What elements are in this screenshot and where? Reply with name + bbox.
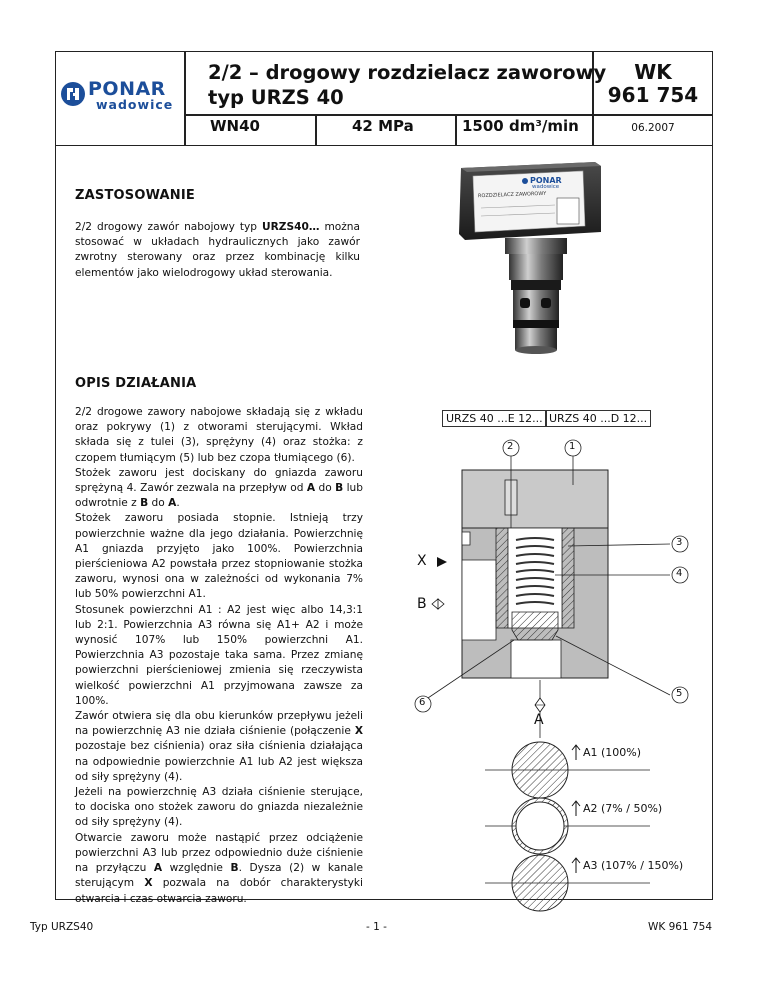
callout-3: 3: [676, 537, 683, 548]
paragraph: Jeżeli na powierzchnię A3 działa ciśnienie sterujące, to dociska ono stożek zaworu do gniazda niezależnie od siły sprężyny (4).: [75, 786, 363, 829]
callout-6: 6: [419, 697, 426, 708]
text-run: . Dysza (2) w kanale sterującym: [75, 862, 364, 890]
area-a2-label: A2 (7% / 50%): [583, 802, 663, 815]
port-x-label: X: [417, 553, 427, 569]
cell-flow: 1500 dm³/min: [462, 117, 579, 135]
text-run: względnie: [162, 862, 231, 875]
area-a1-label: A1 (100%): [583, 746, 642, 759]
paragraph: 2/2 drogowe zawory nabojowe składają się z wkładu oraz pokrywy (1) z otworami sterującymi. Wkład składa się z tulei (3), sprężyny (4) oraz stożka: z czopem tłumiącym (5) lub bez czopa tłumiącego (6).: [75, 406, 363, 464]
title-line-2: typ URZS 40: [208, 86, 344, 109]
variant-e-label: URZS 40 ...E 12...: [442, 410, 547, 427]
section-heading-zastosowanie: ZASTOSOWANIE: [75, 188, 195, 203]
callout-4: 4: [676, 568, 683, 579]
port-ref: B: [230, 862, 239, 875]
port-ref: B: [140, 497, 149, 510]
section-heading-opis: OPIS DZIAŁANIA: [75, 376, 197, 391]
type-code: URZS40…: [262, 221, 320, 233]
text-run: do: [148, 497, 169, 510]
variant-d-label: URZS 40 ...D 12...: [545, 410, 651, 427]
doc-date: 06.2007: [631, 122, 675, 134]
cell-pressure: 42 MPa: [352, 117, 414, 135]
logo-brand: PONAR: [88, 78, 166, 100]
doc-code-line-2: 961 754: [607, 83, 699, 107]
text-run: 2/2 drogowy zawór nabojowy typ: [75, 221, 263, 233]
port-b-label: B: [417, 596, 427, 612]
callout-2: 2: [507, 441, 514, 452]
text-run: Stożek zaworu jest dociskany do gniazda zaworu sprężyną 4. Zawór zezwala na przepływ od: [75, 466, 363, 495]
text-run: Zawór otwiera się dla obu kierunków przepływu jeżeli na powierzchnię A3 nie działa ciśnienie (połączenie: [75, 710, 363, 738]
text-run: Otwarcie zaworu może nastąpić przez odciążenie powierzchni A3 lub przez odpowiednio duże ciśnienie na przyłączu: [75, 831, 363, 875]
footer-left: Typ URZS40: [30, 921, 94, 933]
footer-right: WK 961 754: [648, 921, 713, 933]
text-run: można stosować w układach hydraulicznych jako zawór zwrotny sterowany oraz przez kombinację kilku elementów jako wielodrogowy układ sterowania.: [75, 221, 361, 279]
port-ref: B: [335, 482, 344, 495]
title-line-1: 2/2 – drogowy rozdzielacz zaworowy: [208, 61, 607, 84]
page-number: - 1 -: [366, 921, 387, 933]
text-run: pozwala na dobór charakterystyki otwarcia i czas otwarcia zaworu.: [75, 877, 363, 905]
area-a3-circle: [512, 855, 568, 911]
port-ref: A: [153, 862, 163, 875]
callout-5: 5: [676, 688, 683, 699]
photo-nameplate-sub: wadowice: [532, 184, 560, 190]
text-run: do: [315, 482, 336, 495]
area-a3-label: A3 (107% / 150%): [583, 859, 684, 872]
photo-nameplate-label: ROZDZIELACZ ZAWOROWY: [477, 190, 547, 200]
cell-wn: WN40: [210, 117, 260, 135]
area-a1-circle: [512, 742, 568, 798]
logo-sub: wadowice: [96, 97, 174, 112]
text-run: pozostaje bez ciśnienia) oraz siła ciśnienia działająca na odpowiednie powierzchnie A1 lub A2 jest większa od siły sprężyny (4).: [75, 740, 363, 783]
text-run: .: [176, 497, 180, 510]
doc-code-line-1: WK: [634, 60, 672, 84]
port-ref: A: [306, 482, 316, 495]
callout-1: 1: [569, 441, 576, 452]
port-ref: X: [144, 877, 153, 890]
port-ref: A: [168, 497, 177, 510]
port-a-label: A: [534, 712, 544, 728]
text-run: lub odwrotnie z: [75, 482, 363, 510]
paragraph: Stosunek powierzchni A1 : A2 jest więc albo 14,3:1 lub 2:1. Powierzchnia A3 równa się A1+ A2 i może wynosić 107% lub 150% powierzchni A1. Powierzchnia A3 pozostaje taka sama. Przez zmianę powierzchni pierścieniowej zmienia się rzeczywista wielkość powierzchni A1 przyjmowana zawsze za 100%.: [75, 603, 363, 707]
photo-nameplate-brand: PONAR: [530, 176, 562, 185]
paragraph: Stożek zaworu posiada stopnie. Istnieją trzy powierzchnie ważne dla jego działania. Powierzchnię A1 gniazda przyjęto jako 100%. Powierzchnia pierścieniowa A2 powstała przez stopniowanie stożka zaworu, wynosi ona w zależności od wykonania 7% lub 50% powierzchni A1.: [75, 512, 363, 601]
port-ref: X: [354, 725, 363, 738]
